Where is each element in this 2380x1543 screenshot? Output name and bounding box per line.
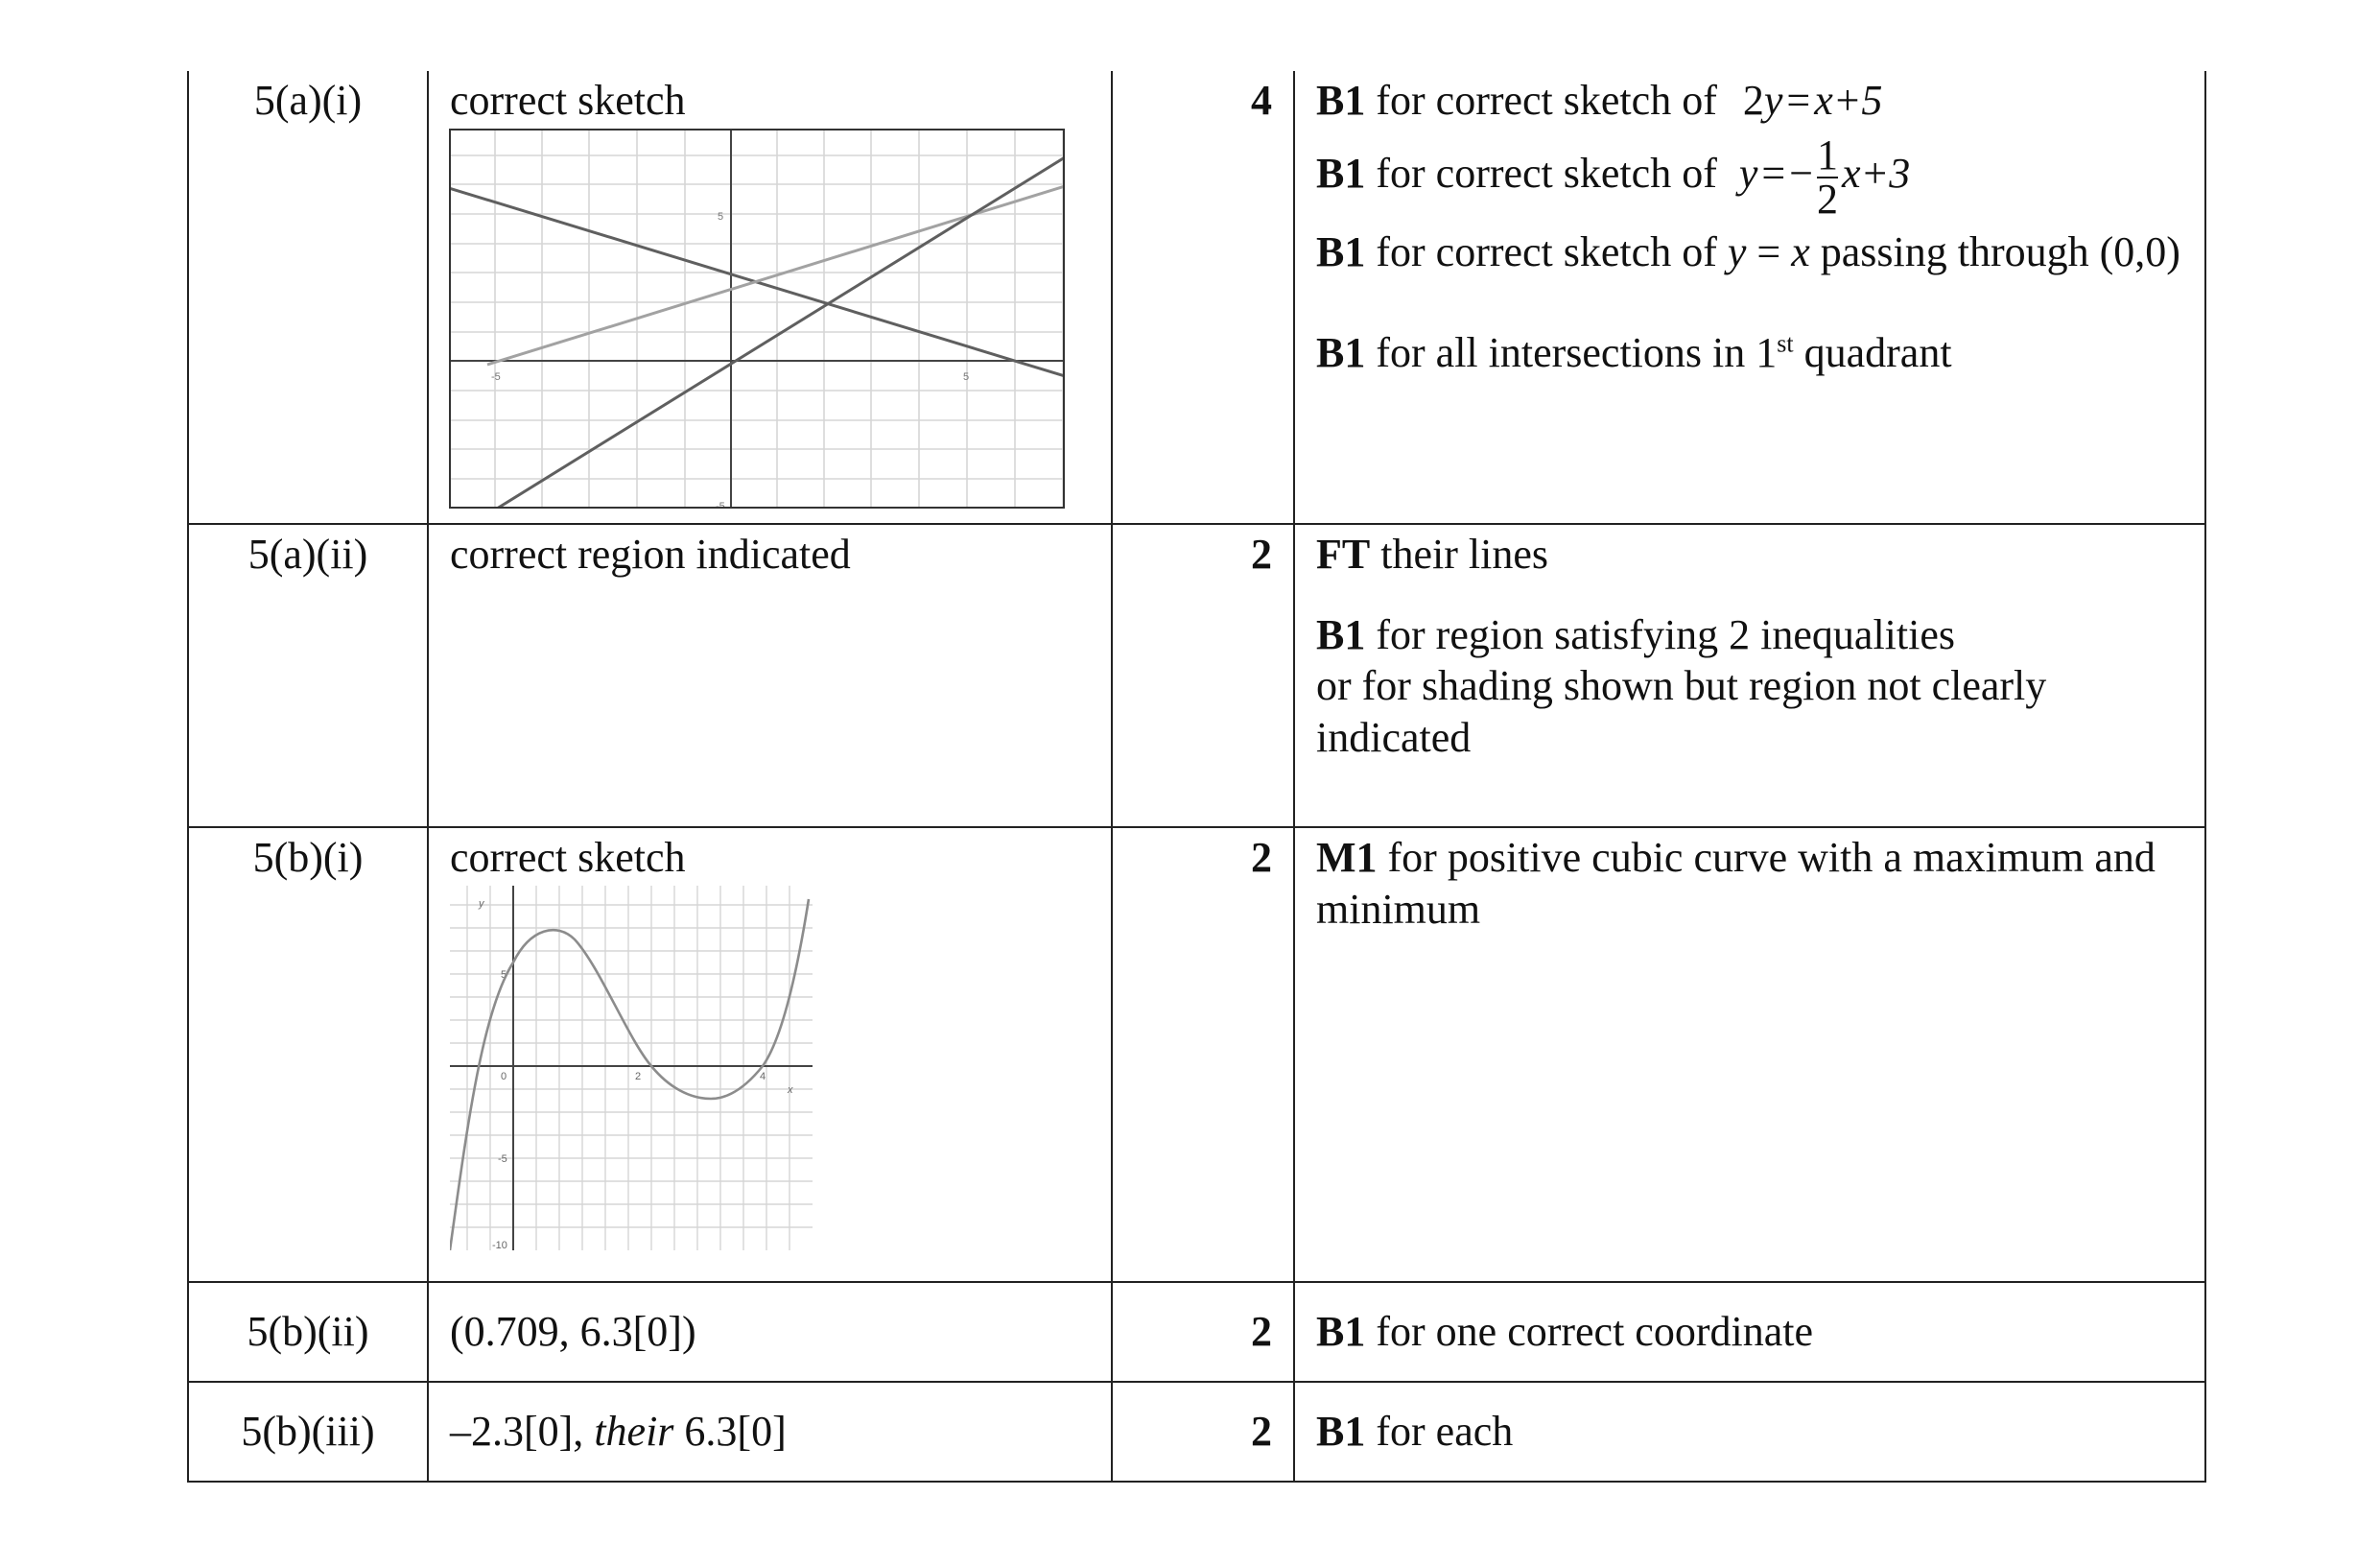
answer-cell xyxy=(428,827,1112,1282)
y-tick-label: 5 xyxy=(501,968,507,981)
mark-code: B1 xyxy=(1316,149,1366,197)
marks: 4 xyxy=(1112,71,1294,524)
y-axis-label: y xyxy=(479,897,484,910)
x-tick-label: 0 xyxy=(501,1070,507,1082)
guidance-cell xyxy=(1294,1282,2205,1382)
guidance-line: or for shading shown but region not clearly indicated xyxy=(1316,662,2047,762)
answer-cell xyxy=(428,1382,1112,1482)
answer-text: –2.3[0], xyxy=(450,1408,595,1456)
formula-coef: 2 xyxy=(1742,77,1764,124)
guidance-text: for each xyxy=(1365,1408,1514,1456)
guidance-cell xyxy=(1294,71,2205,524)
mark-code: M1 xyxy=(1316,834,1378,881)
mark-code: B1 xyxy=(1316,227,1366,275)
guidance-eq: = xyxy=(1746,227,1792,275)
mark-code: B1 xyxy=(1316,1408,1366,1456)
formula-var: y xyxy=(1738,149,1758,197)
x-tick-label: -5 xyxy=(491,370,501,383)
question-number: 5(a)(i) xyxy=(188,71,428,524)
guidance-text: for correct sketch of xyxy=(1365,227,1728,275)
table-row xyxy=(188,1382,2205,1482)
formula-rhs: x+3 xyxy=(1842,149,1911,197)
answer-cell: correct region indicated xyxy=(428,524,1112,827)
formula-y-minus-half-x-3 xyxy=(1738,131,1911,223)
x-tick-label: 5 xyxy=(963,370,970,383)
formula-eq: = xyxy=(1761,149,1786,197)
guidance-line xyxy=(1316,529,2183,581)
marks: 2 xyxy=(1112,1282,1294,1382)
table-row xyxy=(188,71,2205,524)
guidance-text: for one correct coordinate xyxy=(1365,1308,1813,1356)
grid-lines xyxy=(450,886,813,1250)
guidance-line xyxy=(1316,75,2183,127)
guidance-line xyxy=(1316,327,2183,379)
y-tick-label: -10 xyxy=(492,1239,507,1250)
x-axis-label: x xyxy=(788,1083,793,1096)
guidance-text: for correct sketch of xyxy=(1365,77,1728,124)
answer-text: correct sketch xyxy=(450,77,686,124)
question-number: 5(b)(i) xyxy=(188,827,428,1282)
guidance-text: passing through (0,0) xyxy=(1809,227,2180,275)
guidance-text: their lines xyxy=(1370,531,1548,578)
marks: 2 xyxy=(1112,827,1294,1282)
fraction-numerator: 1 xyxy=(1817,131,1839,178)
guidance-cell xyxy=(1294,827,2205,1282)
mark-code: B1 xyxy=(1316,610,1366,658)
mark-scheme-table xyxy=(187,71,2206,1483)
answer-cell xyxy=(428,71,1112,524)
question-number: 5(a)(ii) xyxy=(188,524,428,827)
answer-cell: (0.709, 6.3[0]) xyxy=(428,1282,1112,1382)
guidance-var: y xyxy=(1727,227,1747,275)
mark-code: B1 xyxy=(1316,1308,1366,1356)
y-tick-label: -5 xyxy=(716,500,725,509)
line-y-equals-x xyxy=(497,157,1065,509)
guidance-text: for positive cubic curve with a maximum and minimum xyxy=(1316,834,2156,933)
formula-eq: = xyxy=(1786,77,1811,124)
x-tick-label: 4 xyxy=(760,1070,766,1082)
guidance-line xyxy=(1316,226,2183,278)
question-number: 5(b)(iii) xyxy=(188,1382,428,1482)
question-number: 5(b)(ii) xyxy=(188,1282,428,1382)
mark-code: B1 xyxy=(1316,77,1366,124)
superscript: st xyxy=(1777,329,1794,358)
grid-lines xyxy=(449,129,1065,509)
x-tick-label: 2 xyxy=(635,1070,642,1082)
table-row xyxy=(188,827,2205,1282)
table-row xyxy=(188,524,2205,827)
y-tick-label: 5 xyxy=(718,210,724,223)
cubic-graph-sketch xyxy=(450,886,813,1250)
guidance-line xyxy=(1316,131,2183,223)
marks: 2 xyxy=(1112,524,1294,827)
formula-sign: − xyxy=(1789,149,1814,197)
fraction xyxy=(1817,131,1839,223)
formula-rhs: x+5 xyxy=(1814,77,1883,124)
mark-code: B1 xyxy=(1316,329,1366,377)
guidance-var: x xyxy=(1791,227,1810,275)
marks: 2 xyxy=(1112,1382,1294,1482)
answer-italic: their xyxy=(594,1408,674,1456)
formula-2y-x-5 xyxy=(1743,77,1883,124)
guidance-cell xyxy=(1294,524,2205,827)
fraction-denominator: 2 xyxy=(1817,175,1839,223)
guidance-line xyxy=(1316,832,2183,935)
axes xyxy=(450,886,813,1250)
table-row xyxy=(188,1282,2205,1382)
answer-text: correct sketch xyxy=(450,834,686,881)
guidance-cell xyxy=(1294,1382,2205,1482)
guidance-text: quadrant xyxy=(1793,329,1952,377)
guidance-text: for region satisfying 2 inequalities xyxy=(1365,610,1956,658)
mark-code: FT xyxy=(1316,531,1371,578)
guidance-text: for correct sketch of xyxy=(1365,149,1728,197)
guidance-line xyxy=(1316,609,2183,661)
line-2y-equals-x-plus-5 xyxy=(487,186,1065,365)
y-tick-label: -5 xyxy=(498,1152,507,1165)
formula-var: y xyxy=(1763,77,1783,124)
answer-text: 6.3[0] xyxy=(673,1408,787,1456)
guidance-text: for all intersections in 1 xyxy=(1365,329,1778,377)
linear-graph-sketch xyxy=(449,129,1065,509)
